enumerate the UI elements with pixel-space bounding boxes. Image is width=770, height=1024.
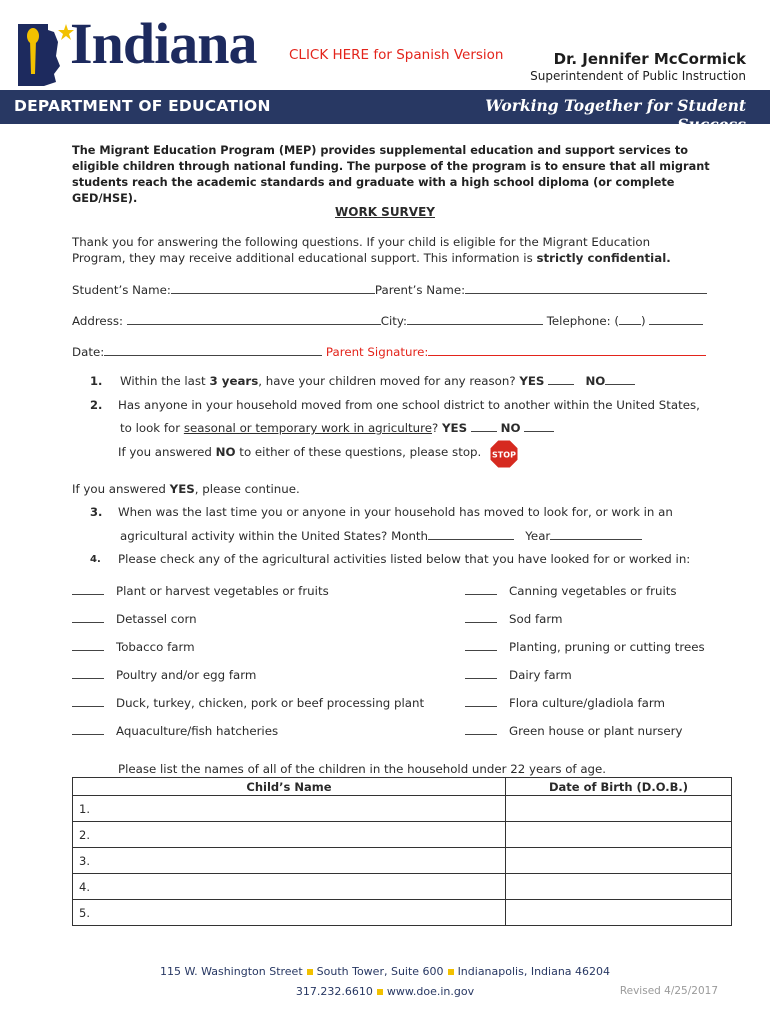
dob-cell[interactable] xyxy=(506,796,732,822)
q1-text xyxy=(120,373,635,389)
dob-cell[interactable] xyxy=(506,900,732,926)
spanish-version-link[interactable]: CLICK HERE for Spanish Version xyxy=(289,47,504,63)
q1-yes-label: YES xyxy=(519,374,545,388)
q2-underline: seasonal or temporary work in agriculture xyxy=(183,421,432,435)
continue-text-a: If you answered xyxy=(72,482,170,496)
continue-text-b: , please continue. xyxy=(194,482,300,496)
q2-line-2 xyxy=(120,420,554,436)
stop-no: NO xyxy=(215,445,236,459)
activity-label: Flora culture/gladiola farm xyxy=(509,696,666,710)
q1-bold: 3 years xyxy=(209,374,259,388)
stop-sign-icon xyxy=(489,439,519,473)
footer-website-link[interactable]: www.doe.in.gov xyxy=(386,985,475,998)
parent-name-label: Parent’s Name: xyxy=(374,283,466,297)
telephone-field[interactable] xyxy=(649,313,703,325)
activity-item xyxy=(72,612,197,626)
parent-name-field[interactable] xyxy=(465,282,707,294)
stop-text-b: to either of these questions, please stop. xyxy=(235,445,482,459)
stop-sign-text: STOP xyxy=(492,450,516,460)
student-name-label: Student’s Name: xyxy=(72,283,171,297)
activity-item xyxy=(72,724,278,738)
program-intro: The Migrant Education Program (MEP) provides supplemental education and support services to eligible children through national funding. The purpose of the program is to ensure that all migrant students reach the academic standards and graduate with a high school diploma (or complete GED/HSE). xyxy=(72,144,710,205)
q3-line-1: When was the last time you or anyone in your household has moved to look for, or work in an xyxy=(118,505,673,519)
activity-checkbox-field[interactable] xyxy=(465,613,497,623)
activity-item xyxy=(465,612,562,626)
activity-label: Green house or plant nursery xyxy=(509,724,683,738)
date-label: Date: xyxy=(72,345,105,359)
activity-checkbox-field[interactable] xyxy=(72,725,104,735)
footer-phone: 317.232.6610 xyxy=(295,985,373,998)
confidential-text: strictly confidential. xyxy=(536,251,671,265)
activity-label: Poultry and/or egg farm xyxy=(116,668,257,682)
revised-date: Revised 4/25/2017 xyxy=(619,985,718,997)
activity-checkbox-field[interactable] xyxy=(72,613,104,623)
activity-item xyxy=(465,724,683,738)
indiana-torch-logo-icon xyxy=(14,22,76,88)
q1-text-b: , have your children moved for any reason? xyxy=(258,374,516,388)
children-instruction: Please list the names of all of the children in the household under 22 years of age. xyxy=(118,762,607,776)
activity-label: Plant or harvest vegetables or fruits xyxy=(116,584,329,598)
q2-no-field[interactable] xyxy=(524,420,554,432)
city-field[interactable] xyxy=(407,313,543,325)
q1-no-label: NO xyxy=(585,374,606,388)
footer-city: Indianapolis, Indiana 46204 xyxy=(457,965,611,978)
activity-label: Tobacco farm xyxy=(116,640,195,654)
child-name-cell[interactable]: 2. xyxy=(73,822,506,848)
table-row xyxy=(73,900,732,926)
child-name-cell[interactable]: 5. xyxy=(73,900,506,926)
q2-yes-field[interactable] xyxy=(471,420,497,432)
indiana-logo-text: Indiana xyxy=(70,11,257,76)
thanks-line-2 xyxy=(72,250,671,266)
q3-year-label: Year xyxy=(525,529,551,543)
continue-yes: YES xyxy=(169,482,195,496)
children-table xyxy=(72,777,732,926)
activity-checkbox-field[interactable] xyxy=(72,697,104,707)
dob-cell[interactable] xyxy=(506,848,732,874)
telephone-label: Telephone: ( xyxy=(546,314,619,328)
child-name-header: Child’s Name xyxy=(73,778,506,796)
separator-square-icon xyxy=(448,969,454,975)
q2-text-b: ? xyxy=(432,421,439,435)
footer-suite: South Tower, Suite 600 xyxy=(316,965,444,978)
q2-no-label: NO xyxy=(500,421,521,435)
q2-line-1: Has anyone in your household moved from one school district to another within the United States, xyxy=(118,398,700,412)
activity-label: Dairy farm xyxy=(509,668,572,682)
q3-number: 3. xyxy=(90,505,103,519)
activity-checkbox-field[interactable] xyxy=(465,697,497,707)
student-name-field[interactable] xyxy=(171,282,375,294)
activity-label: Detassel corn xyxy=(116,612,197,626)
thanks-text: Program, they may receive additional educational support. This information is xyxy=(72,251,537,265)
activity-label: Sod farm xyxy=(509,612,563,626)
table-row xyxy=(73,848,732,874)
children-table-header xyxy=(73,778,732,796)
q3-month-label: agricultural activity within the United States? Month xyxy=(120,529,429,543)
separator-square-icon xyxy=(377,989,383,995)
q3-month-field[interactable] xyxy=(428,528,514,540)
activity-item xyxy=(465,696,665,710)
dob-cell[interactable] xyxy=(506,874,732,900)
activity-checkbox-field[interactable] xyxy=(465,641,497,651)
footer-street: 115 W. Washington Street xyxy=(159,965,303,978)
activity-checkbox-field[interactable] xyxy=(72,669,104,679)
dob-header: Date of Birth (D.O.B.) xyxy=(506,778,732,796)
date-row xyxy=(72,344,706,360)
separator-square-icon xyxy=(307,969,313,975)
activity-label: Aquaculture/fish hatcheries xyxy=(116,724,279,738)
activity-item xyxy=(72,668,256,682)
signature-field[interactable] xyxy=(428,344,706,356)
department-motto: Working Together for Student Success xyxy=(485,96,746,134)
table-row xyxy=(73,874,732,900)
q2-number: 2. xyxy=(90,398,103,412)
activity-checkbox-field[interactable] xyxy=(72,585,104,595)
activity-item xyxy=(72,584,329,598)
area-code-field[interactable] xyxy=(619,313,641,325)
q2-yes-label: YES xyxy=(442,421,468,435)
superintendent-title: Superintendent of Public Instruction xyxy=(530,69,746,83)
child-name-cell[interactable]: 3. xyxy=(73,848,506,874)
stop-instruction xyxy=(118,444,481,460)
city-label: City: xyxy=(380,314,407,328)
table-row xyxy=(73,796,732,822)
activity-label: Duck, turkey, chicken, pork or beef processing plant xyxy=(116,696,425,710)
q2-text-a: to look for xyxy=(120,421,184,435)
activity-label: Planting, pruning or cutting trees xyxy=(509,640,705,654)
address-field[interactable] xyxy=(127,313,381,325)
q4-number: 4. xyxy=(90,554,101,565)
activity-item xyxy=(465,668,572,682)
q1-number: 1. xyxy=(90,374,103,388)
table-row xyxy=(73,822,732,848)
q3-year-field[interactable] xyxy=(550,528,642,540)
activity-label: Canning vegetables or fruits xyxy=(509,584,677,598)
activity-checkbox-field[interactable] xyxy=(72,641,104,651)
q1-yes-field[interactable] xyxy=(548,373,574,385)
continue-instruction xyxy=(72,481,300,497)
q3-line-2 xyxy=(120,528,642,544)
date-field[interactable] xyxy=(104,344,322,356)
activity-checkbox-field[interactable] xyxy=(465,585,497,595)
department-name: DEPARTMENT OF EDUCATION xyxy=(14,97,271,115)
names-row xyxy=(72,282,707,298)
activity-item xyxy=(465,640,705,654)
activity-checkbox-field[interactable] xyxy=(465,669,497,679)
thanks-line-1: Thank you for answering the following questions. If your child is eligible for the Migrant Education xyxy=(72,235,651,249)
survey-title: WORK SURVEY xyxy=(335,205,435,219)
signature-label: Parent Signature: xyxy=(325,345,429,359)
address-label: Address: xyxy=(72,314,123,328)
telephone-close: ) xyxy=(640,314,646,328)
footer-address xyxy=(0,965,770,978)
child-name-cell[interactable]: 1. xyxy=(73,796,506,822)
q4-text: Please check any of the agricultural activities listed below that you have looked for or worked in: xyxy=(118,552,691,566)
superintendent-name: Dr. Jennifer McCormick xyxy=(553,50,746,68)
q1-text-a: Within the last xyxy=(120,374,210,388)
activity-item xyxy=(72,640,195,654)
activity-item xyxy=(465,584,677,598)
child-name-cell[interactable]: 4. xyxy=(73,874,506,900)
activity-item xyxy=(72,696,424,710)
dob-cell[interactable] xyxy=(506,822,732,848)
stop-text-a: If you answered xyxy=(118,445,216,459)
q1-no-field[interactable] xyxy=(605,373,635,385)
address-row xyxy=(72,313,703,329)
activity-checkbox-field[interactable] xyxy=(465,725,497,735)
